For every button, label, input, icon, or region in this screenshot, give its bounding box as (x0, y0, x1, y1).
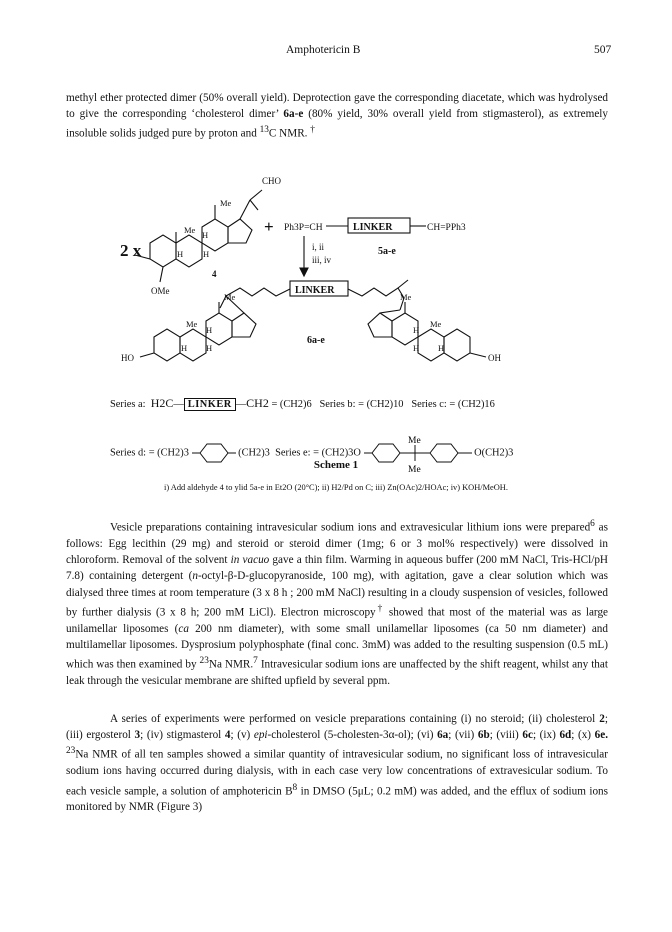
svg-text:H: H (413, 325, 420, 335)
svg-text:Me: Me (220, 198, 232, 208)
scheme-1-drawing (0, 0, 672, 460)
scheme-multiplier: 2 x (120, 241, 142, 260)
svg-text:H: H (206, 325, 213, 335)
running-header-title: Amphotericin B (286, 44, 361, 56)
svg-text:H: H (202, 230, 209, 240)
ylid-left: Ph3P=CH (284, 223, 323, 233)
svg-text:Me: Me (407, 436, 421, 446)
svg-text:H: H (206, 343, 213, 353)
page-number: 507 (594, 44, 612, 56)
paragraph-3: A series of experiments were performed on vesicle preparations containing (i) no steroid; (ii) cholesterol 2; (iii) ergosterol 3; (iv) stigmasterol 4; (v) epi-cholesterol (5-cholesten-3α-ol); (vi) 6a; (vii) 6b; (viii) 6c; (ix) 6d; (x) 6e. $^{23}$Na NMR of all ten samples showed a similar quantity of intravesicular sodium, no significant loss of intravesicular sodium ions having occurred during dialysis, with in each case very low concentrations of extravesicular sodium. To each vesicle sample, a solution of amphotericin $B^8$ in DMSO (5μL; 0.2 mM) was added, and the efflux of sodium ions monitored by NMR (Figure 3) (66, 713, 608, 814)
svg-text:H: H (177, 249, 184, 259)
svg-text:+: + (264, 217, 274, 236)
svg-text:Me: Me (407, 465, 421, 473)
ylid-right: CH=PPh3 (427, 223, 466, 233)
svg-text:OH: OH (488, 353, 501, 363)
scheme-conditions: i) Add aldehyde 4 to ylid 5a-e in Et2O (20°C); ii) H2/Pd on C; iii) Zn(OAc)2/HOAc; iv) KOH/MeOH. (164, 483, 508, 492)
svg-text:H: H (413, 343, 420, 353)
svg-text:Me: Me (224, 292, 236, 302)
svg-text:H: H (203, 249, 210, 259)
linker-label: LINKER (353, 222, 393, 233)
svg-text:H: H (438, 343, 445, 353)
paragraph-2: Vesicle preparations containing intravesicular sodium ions and extravesicular lithium ions were prepared$^6$ as follows: Egg lecithin (29 mg) and steroid or steroid dimer (1mg; 6 or 3 mol% respectively) were dissolved in chloroform. Removal of the solvent in vacuo gave a thin film. Warming in aqueous buffer (200 mM NaCl, Tris-HCl/pH 7.8) containing detergent (n-octyl-β-D-glucopyranoside, 100 mg), with agitation, gave a clear solution which was dialysed three times at room temperature (3 x 8 h ; 200 mM NaCl) resulting in a cloudy suspension of vesicles, followed by further dialysis (3 x 8 h; 200 mM LiCl). Electron microscopy† showed that most of the material was as large unilamellar liposomes (ca 200 nm diameter), with some small unilamellar liposomes (ca 50 nm diameter) and multilamellar liposomes. Dysprosium polyphosphate (final conc. 3mM) was added to the resulting suspension (0.5 mL) which was then examined by $^{23}$Na NMR.$^7$ Intravesicular sodium ions are unaffected by the shift reagent, whilst any that leak through the vesicular membrane are shifted upfield by several ppm. (66, 519, 609, 688)
scheme-caption: Scheme 1 (313, 459, 359, 471)
svg-text:Me: Me (400, 292, 412, 302)
compound-5-label: 5a-e (378, 246, 396, 257)
reaction-steps-2: iii, iv (312, 255, 332, 265)
svg-text:CHO: CHO (262, 176, 282, 186)
svg-text:HO: HO (121, 353, 134, 363)
compound-4-label: 4 (212, 269, 217, 279)
compound-6-label: 6a-e (307, 335, 325, 346)
series-d-e-line: Series d: = (CH2)3 (CH2)3 Series e: = (CH2)3O Me Me O(CH2)3 (110, 433, 513, 473)
svg-text:H: H (181, 343, 188, 353)
svg-text:OMe: OMe (151, 286, 170, 296)
reaction-steps-1: i, ii (312, 242, 325, 252)
paragraph-1: methyl ether protected dimer (50% overall yield). Deprotection gave the corresponding diacetate, which was hydrolysed to give the corresponding ‘cholesterol dimer’ 6a-e (80% yield, 30% overall yield from stigmasterol), as extremely insoluble solids judged pure by proton and $^{13}$C NMR. † (66, 92, 609, 141)
series-a-line: Series a: H2C— LINKER —CH2 = (CH2)6 Series b: = (CH2)10 Series c: = (CH2)16 (110, 396, 495, 410)
svg-text:Me: Me (184, 225, 196, 235)
svg-text:Me: Me (430, 319, 442, 329)
linker-label-dimer: LINKER (295, 285, 335, 296)
svg-text:Me: Me (186, 319, 198, 329)
